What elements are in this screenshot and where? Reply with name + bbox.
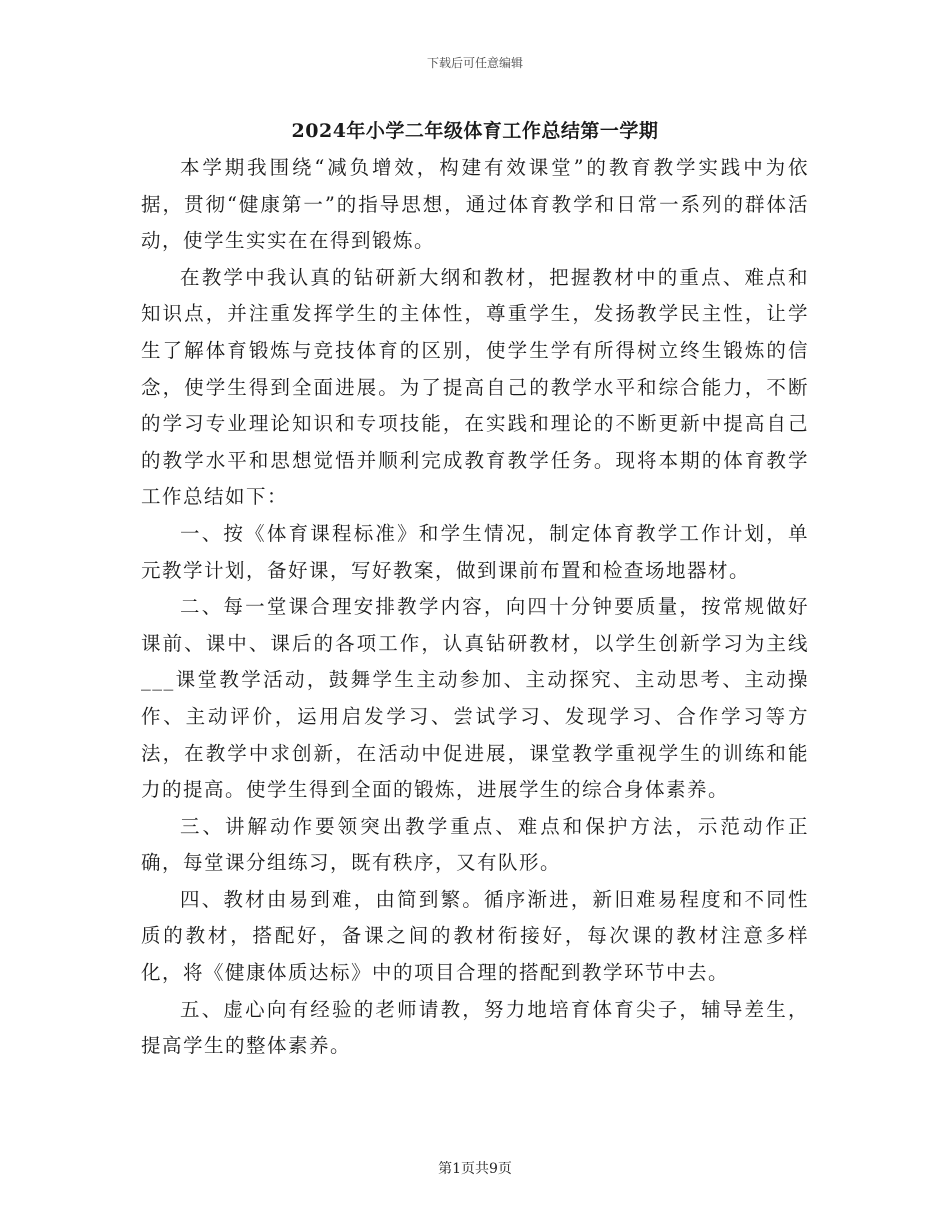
paragraph-item-4: 四、教材由易到难，由简到繁。循序渐进，新旧难易程度和不同性质的教材，搭配好，备课之间的教材衔接好，每次课的教材注意多样化，将《健康体质达标》中的项目合理的搭配到教学环节中去。 bbox=[141, 887, 809, 985]
document-body bbox=[141, 150, 809, 1065]
paragraph-item-1: 一、按《体育课程标准》和学生情况，制定体育教学工作计划，单元教学计划，备好课，写好教案，做到课前布置和检查场地器材。 bbox=[141, 521, 809, 582]
paragraph-item-3: 三、讲解动作要领突出教学重点、难点和保护方法，示范动作正确，每堂课分组练习，既有秩序，又有队形。 bbox=[141, 814, 809, 875]
page-indicator: 第1页共9页 bbox=[438, 1161, 512, 1177]
paragraph-intro: 本学期我围绕“减负增效，构建有效课堂”的教育教学实践中为依据，贯彻“健康第一”的指导思想，通过体育教学和日常一系列的群体活动，使学生实实在在得到锻炼。 bbox=[141, 156, 809, 253]
document-title: 2024年小学二年级体育工作总结第一学期 bbox=[291, 120, 659, 142]
paragraph-item-5: 五、虚心向有经验的老师请教，努力地培育体育尖子，辅导差生，提高学生的整体素养。 bbox=[141, 997, 809, 1058]
paragraph-teaching: 在教学中我认真的钻研新大纲和教材，把握教材中的重点、难点和知识点，并注重发挥学生的主体性，尊重学生，发扬教学民主性，让学生了解体育锻炼与竞技体育的区别，使学生学有所得树立终生锻炼的信念，使学生得到全面进展。为了提高自己的教学水平和综合能力，不断的学习专业理论知识和专项技能，在实践和理论的不断更新中提高自己的教学水平和思想觉悟并顺利完成教育教学任务。现将本期的体育教学工作总结如下： bbox=[141, 265, 809, 509]
header-note: 下载后可任意编辑 bbox=[426, 56, 523, 70]
paragraph-item-2: 二、每一堂课合理安排教学内容，向四十分钟要质量，按常规做好课前、课中、课后的各项工作，认真钻研教材，以学生创新学习为主线___课堂教学活动，鼓舞学生主动参加、主动探究、主动思考、主动操作、主动评价，运用启发学习、尝试学习、发现学习、合作学习等方法，在教学中求创新，在活动中促进展，课堂教学重视学生的训练和能力的提高。使学生得到全面的锻炼，进展学生的综合身体素养。 bbox=[141, 595, 809, 802]
